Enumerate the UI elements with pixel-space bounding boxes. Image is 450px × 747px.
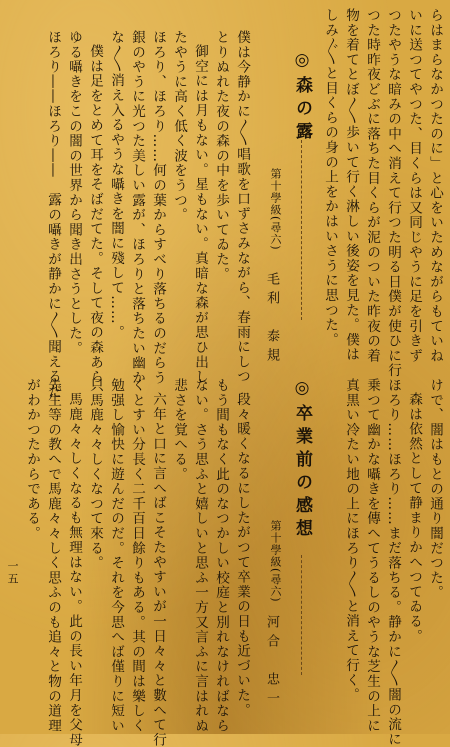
essay2-line: もう間もなく此のなつかしい校庭と別れなければなら xyxy=(213,378,229,734)
essay2-line: 馬鹿々々しくなるも無理はない。此の長い年月を父母 xyxy=(66,392,82,747)
upper-continuation-line: 物を着てとぼ〳〵歩いて行く淋しい後姿を見た。僕は xyxy=(343,8,359,362)
lower-continuation-line: けで、闇はもとの通り闇だつた。 xyxy=(427,378,443,600)
essay1-line: たやうに高く低く波をうつ。 xyxy=(171,30,187,223)
lower-continuation-line: 真黒い冷たい地の上にほろり〳〵と消えて行く。 xyxy=(343,378,359,703)
essay2-line: がわかつたからである。 xyxy=(24,378,40,541)
essay2-author: 河合 忠一 xyxy=(264,615,279,710)
essay1-line: な〳〵消え入るやうな囁きを闇に殘して……。 xyxy=(108,30,124,340)
essay1-line: 銀のやうに光つた美しい露が、ほろりと落ちたい幽か xyxy=(129,30,145,386)
essay1-line: ほろり、ほろり……何の葉からすべり落ちるのだらう xyxy=(150,30,166,386)
essay1-line: 僕は足をとめて耳をそばだてた。そして夜の森あら xyxy=(87,44,103,385)
essay1-line: とりぬれた夜の森の中を歩いてゐた。 xyxy=(213,30,229,282)
essay2-line: ない。さう思ふと嬉しいと思ふ一方又言ふに言はれぬ xyxy=(192,378,208,734)
essay2-line: 悲さを覚へる。 xyxy=(171,378,187,482)
dotted-divider xyxy=(301,140,302,320)
essay2-line: 只馬鹿々々しくなつて來る。 xyxy=(87,378,103,571)
dotted-divider xyxy=(301,555,302,675)
essay1-line: ゆる囁きをこの闇の世界から聞き出さうとした。 xyxy=(66,30,82,356)
essay2-line: 勉强し愉快に遊んだのだ。それを今思へば僅りに短い xyxy=(108,378,124,734)
essay1-author: 毛利 泰規 xyxy=(264,272,279,367)
upper-continuation-line: らはまらなかつたのに」と心をいためながらもていね xyxy=(427,8,443,364)
essay1-title: ◎森の露 xyxy=(292,50,312,145)
lower-continuation-line: 森は依然として静まりかへつてゐる。 xyxy=(406,392,422,644)
essay2-line: くとすい分長く二千百日餘りもある。其の間は樂しく xyxy=(129,378,145,734)
upper-continuation-line: いに送つてやつた、目くらは又同じやうに足を引きず xyxy=(406,8,422,364)
essay1-grade: 第十學級(尋六) xyxy=(269,168,282,251)
essay1-line: ほろり――ほろり―― 露の囁きが静かに〳〵聞えるだ xyxy=(45,30,61,399)
essay1-line: 御空には月もない。星もない。真暗な森が思ひ出し xyxy=(192,44,208,385)
upper-continuation-line: つた時昨夜どぶに落ちた目くらが泥のついた昨夜の着 xyxy=(364,8,380,364)
essay2-line: 六年と口に言へばこそたやすいが一日々々と數へて行 xyxy=(150,392,166,747)
upper-continuation-line: つたやうな暗みの中へ消えて行つた明る日僕が使ひに行 xyxy=(385,8,401,378)
page-number: 一五 xyxy=(6,560,19,586)
lower-continuation-line: 乗つて幽かな囁きを傳へてうるしのやうな芝生の上に xyxy=(364,378,380,734)
essay2-line: 段々暖くなるにしたがつて卒業の日も近づいた。 xyxy=(234,392,250,718)
essay2-grade: 第十學級(尋六) xyxy=(269,520,282,603)
upper-continuation-line: しみ〴〵と目くらの身の上をかはいさうに思つた。 xyxy=(322,8,338,348)
essay2-line: 先生等の教へで馬鹿々々しく思ふのも追々と物の道理 xyxy=(45,378,61,734)
lower-continuation-line: ほろり……ほろり……まだ落ちる。静かに〳〵闇の流に xyxy=(385,378,401,747)
essay1-line: 僕は今静かに〳〵唱歌を口ずさみながら、春雨にしつ xyxy=(234,30,250,384)
essay2-title: ◎卒業前の感想 xyxy=(292,378,312,542)
